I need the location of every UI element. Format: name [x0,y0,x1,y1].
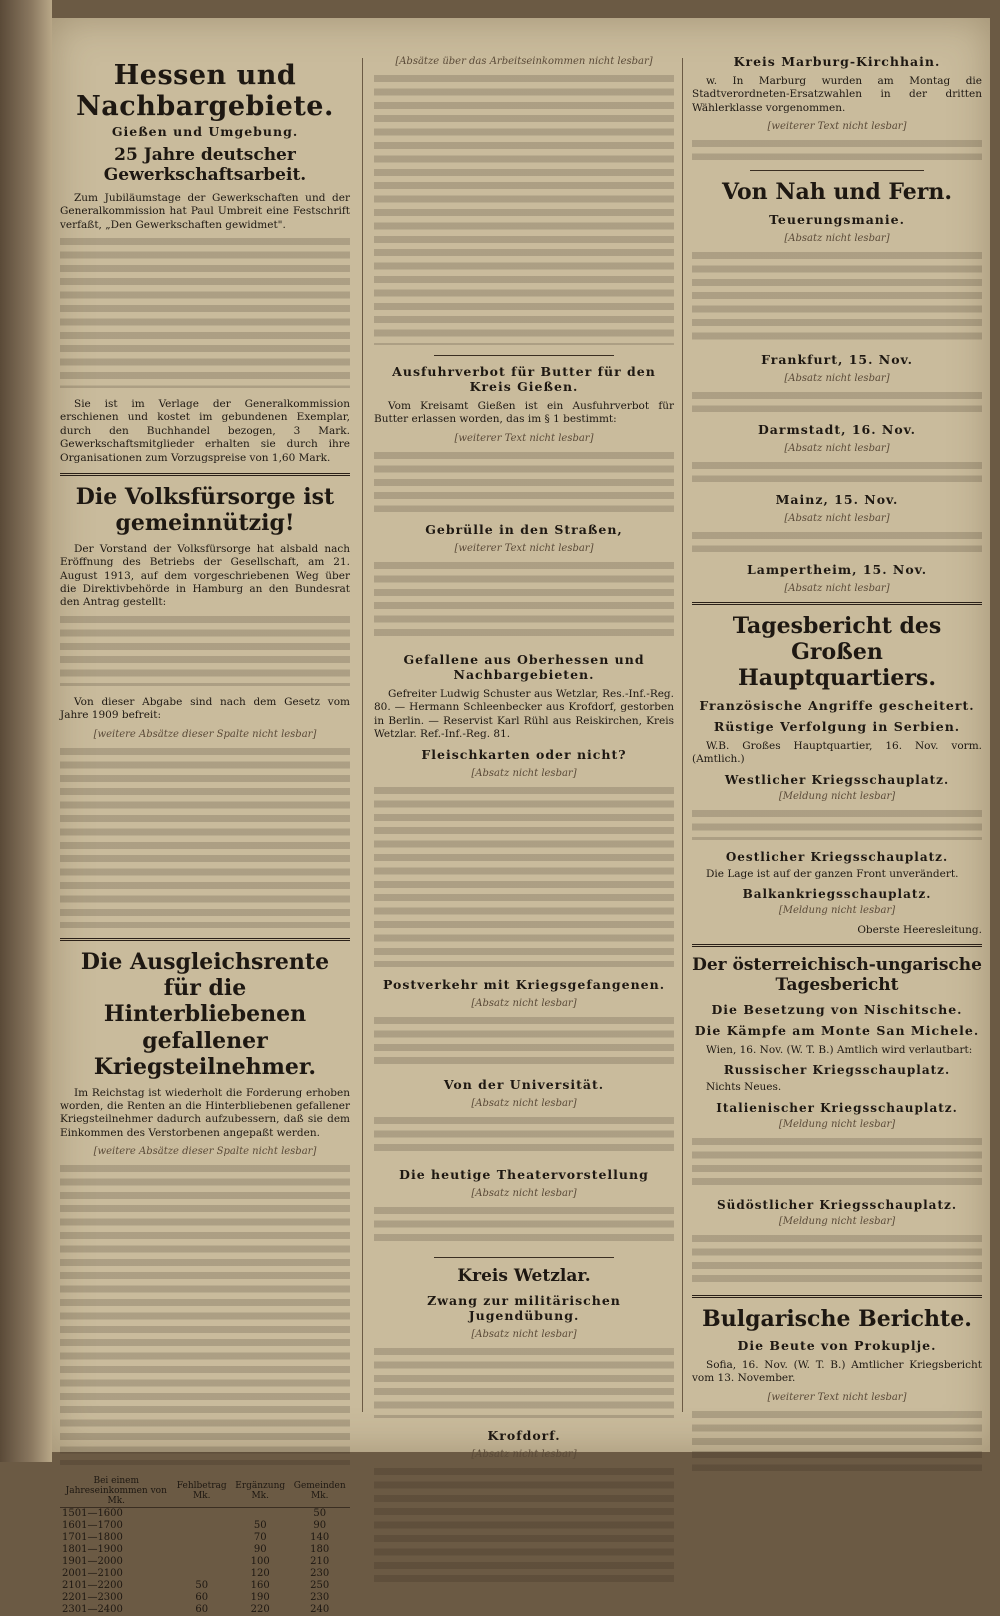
illegible-note: [Absatz nicht lesbar] [784,442,890,454]
headline-sub: Rüstige Verfolgung in Serbien. [713,718,961,734]
table-cell: 90 [253,1544,267,1556]
illegible-note: [weiterer Text nicht lesbar] [454,542,594,554]
item-heading-butter: Ausfuhrverbot für Butter für den Kreis Gießen. [392,364,656,394]
rent-table [60,1475,350,1616]
table-cell: 1601—1700 [62,1520,123,1532]
table-cell: 250 [310,1580,330,1592]
table-cell: 180 [310,1544,330,1556]
illegible-text-block [692,462,982,482]
table-cell: 1701—1800 [62,1532,123,1544]
divider [692,944,982,947]
divider [60,938,350,941]
table-cell [173,1544,231,1556]
article-paragraph: Von dieser Abgabe sind nach dem Gesetz vom Jahre 1909 befreit: [60,695,350,722]
illegible-text-block [692,532,982,552]
table-header: Gemeinden Mk. [289,1475,350,1508]
report-text: Nichts Neues. [706,1081,782,1094]
illegible-note: [weiterer Text nicht lesbar] [767,121,907,133]
theater-heading: Russischer Kriegsschauplatz. [723,1063,951,1078]
table-header: Bei einem Jahreseinkommen von Mk. [60,1475,173,1508]
item-heading-gefallene: Gefallene aus Oberhessen und Nachbargebieten. [403,651,645,682]
illegible-note: [weiterer Text nicht lesbar] [767,1391,907,1403]
table-cell: 90 [313,1520,327,1532]
illegible-note: [Absätze über das Arbeitseinkommen nicht lesbar] [395,56,653,67]
illegible-text-block [692,1235,982,1285]
binding-edge [0,0,52,1462]
item-heading-postverkehr: Postverkehr mit Kriegsgefangenen. [382,977,666,993]
illegible-text-block [374,452,674,512]
divider [60,473,350,476]
illegible-text-block [692,392,982,412]
table-cell: 120 [250,1568,270,1580]
illegible-note: [Absatz nicht lesbar] [784,232,890,244]
item-heading-lampertheim: Lampertheim, 15. Nov. [746,561,928,577]
table-cell: 140 [310,1532,330,1544]
illegible-text-block [374,1207,674,1247]
illegible-note: [Meldung nicht lesbar] [778,790,896,802]
table-row [60,1568,350,1580]
illegible-text-block [60,238,350,388]
table-row [60,1592,350,1604]
dateline: Wien, 16. Nov. (W. T. B.) Amtlich wird verlautbart: [706,1043,973,1056]
illegible-note: [weitere Absätze dieser Spalte nicht lesbar] [93,1146,317,1158]
table-cell: 210 [310,1556,330,1568]
divider [692,1295,982,1298]
article-title-volksfuersorge: Die Volksfürsorge ist gemeinnützig! [75,484,335,537]
illegible-note: [Absatz nicht lesbar] [471,1098,577,1110]
theater-heading: Südöstlicher Kriegsschauplatz. [716,1197,957,1212]
illegible-note: [weiterer Text nicht lesbar] [454,432,594,444]
table-cell: 50 [195,1580,209,1592]
article-paragraph: Im Reichstag ist wiederholt die Forderung erhoben worden, die Renten an die Hinterbliebenen gefallener Kriegsteilnehmer dadurch aufzubessern, daß sie dem Einkommen des Verstorbenen angepaßt werden. [60,1086,350,1139]
illegible-text-block [692,1138,982,1188]
section-subtitle: Gießen und Umgebung. [111,124,299,139]
table-cell: 50 [253,1520,267,1532]
illegible-note: [Absatz nicht lesbar] [471,1448,577,1460]
table-cell: 220 [250,1604,270,1616]
divider [434,1257,614,1258]
table-row [60,1544,350,1556]
illegible-text-block [374,75,674,345]
headline-tagesbericht: Tagesbericht des Großen Hauptquartiers. [732,612,942,692]
illegible-note: [Meldung nicht lesbar] [778,1118,896,1130]
table-row [60,1556,350,1568]
illegible-note: [Absatz nicht lesbar] [471,998,577,1010]
newspaper-page [52,18,990,1616]
item-heading-darmstadt: Darmstadt, 16. Nov. [757,421,917,437]
item-heading-krofdorf: Krofdorf. [487,1427,561,1443]
table-row [60,1532,350,1544]
table-cell: 100 [250,1556,270,1568]
headline-sub: Französische Angriffe gescheitert. [699,697,975,713]
headline-sub: Die Besetzung von Nischitsche. [711,1001,963,1017]
illegible-note: [Absatz nicht lesbar] [471,768,577,780]
theater-heading: Oestlicher Kriegsschauplatz. [725,849,949,864]
table-cell: 50 [313,1508,327,1520]
theater-heading: Balkankriegsschauplatz. [742,887,932,901]
table-cell: 60 [195,1592,209,1604]
table-row [60,1508,350,1521]
dateline: Sofia, 16. Nov. (W. T. B.) Amtlicher Kriegsbericht vom 13. November. [692,1358,982,1385]
illegible-note: [Meldung nicht lesbar] [778,905,896,916]
table-cell: 1901—2000 [62,1556,123,1568]
column-right [692,52,982,1422]
item-heading-fleischkarte: Fleischkarten oder nicht? [421,747,627,763]
item-heading-gebruelle: Gebrülle in den Straßen, [425,521,623,537]
section-title: Hessen und Nachbargebiete. [76,60,334,122]
illegible-text-block [374,1348,674,1418]
illegible-text-block [60,748,350,928]
illegible-text-block [374,1468,674,1588]
article-title-ausgleichsrente: Die Ausgleichsrente für die Hinterbliebenen gefallener Kriegsteilnehmer. [80,948,330,1081]
headline-bulgarisch: Bulgarische Berichte. [702,1305,972,1332]
illegible-note: [Absatz nicht lesbar] [784,512,890,524]
table-cell: 230 [310,1592,330,1604]
table-cell: 2001—2100 [62,1568,123,1580]
table-cell [173,1568,231,1580]
table-header: Ergänzung Mk. [231,1475,289,1508]
table-row [60,1580,350,1592]
table-cell: 1801—1900 [62,1544,123,1556]
headline-sub: Die Beute von Prokuplje. [737,1337,937,1353]
table-cell: 160 [250,1580,270,1592]
item-heading-mainz: Mainz, 15. Nov. [775,491,899,507]
article-title-gewerkschaft: 25 Jahre deutscher Gewerkschaftsarbeit. [103,145,307,186]
table-cell: 70 [253,1532,267,1544]
item-heading-universitaet: Von der Universität. [443,1077,605,1093]
illegible-text-block [692,810,982,840]
column-rule [682,58,683,1412]
table-header: Fehlbetrag Mk. [173,1475,231,1508]
item-heading-teuerung: Teuerungsmanie. [769,211,905,227]
illegible-note: [Absatz nicht lesbar] [471,1188,577,1200]
divider [750,170,924,171]
section-title-marburg: Kreis Marburg-Kirchhain. [733,54,941,69]
illegible-text-block [374,787,674,967]
table-cell [173,1520,231,1532]
table-cell [231,1508,289,1521]
illegible-text-block [374,1017,674,1067]
illegible-text-block [374,1117,674,1157]
dateline: W.B. Großes Hauptquartier, 16. Nov. vorm. (Amtlich.) [692,739,982,766]
illegible-text-block [374,562,674,642]
divider [434,355,614,356]
illegible-note: [Absatz nicht lesbar] [471,1328,577,1340]
table-cell: 240 [310,1604,330,1616]
report-signature: Oberste Heeresleitung. [857,924,982,936]
table-row [60,1520,350,1532]
table-cell [173,1532,231,1544]
table-row [60,1604,350,1616]
headline-oesterreich: Der österreichisch-ungarische Tagesbericht [692,955,982,996]
illegible-note: [Meldung nicht lesbar] [778,1215,896,1227]
illegible-text-block [60,616,350,686]
illegible-text-block [692,252,982,342]
section-title-nah-fern: Von Nah und Fern. [721,179,953,206]
table-cell: 190 [250,1592,270,1604]
table-cell: 1501—1600 [62,1508,123,1520]
section-title-wetzlar: Kreis Wetzlar. [457,1266,591,1287]
column-middle [374,52,674,1460]
illegible-text-block [692,1411,982,1471]
table-cell: 2201—2300 [62,1592,123,1604]
table-cell [173,1508,231,1521]
illegible-note: [weitere Absätze dieser Spalte nicht lesbar] [93,728,317,740]
article-paragraph: Vom Kreisamt Gießen ist ein Ausfuhrverbot für Butter erlassen worden, das im § 1 bestimmt: [374,400,674,426]
article-paragraph: Zum Jubiläumstage der Gewerkschaften und der Generalkommission hat Paul Umbreit eine Festschrift verfaßt, „Den Gewerkschaften gewidmet". [60,191,350,231]
article-paragraph: Der Vorstand der Volksfürsorge hat alsbald nach Eröffnung des Betriebs der Gesellschaft, am 21. August 1913, auf dem vorgeschriebenen Weg über die Direktivbehörde in Hamburg an den Bundesrat den Antrag gestellt: [60,542,350,609]
column-rule [362,58,363,1412]
table-cell: 60 [195,1604,209,1616]
divider [692,602,982,605]
illegible-note: [Absatz nicht lesbar] [784,582,890,594]
illegible-text-block [692,140,982,160]
headline-sub: Die Kämpfe am Monte San Michele. [694,1022,980,1038]
article-paragraph: Sie ist im Verlage der Generalkommission erschienen und kostet im gebundenen Exemplar, durch den Buchhandel bezogen, 3 Mark. Gewerkschaftsmitglieder erhalten sie durch ihre Organisationen zum Vorzugspreise von 1,60 Mark. [60,398,350,464]
table-cell: 2101—2200 [62,1580,123,1592]
item-heading-theater: Die heutige Theatervorstellung [399,1167,649,1183]
item-heading-jugenduebung: Zwang zur militärischen Jugendübung. [427,1292,621,1323]
table-cell: 230 [310,1568,330,1580]
report-text: Die Lage ist auf der ganzen Front unverändert. [706,867,959,880]
article-paragraph: w. In Marburg wurden am Montag die Stadtverordneten-Ersatzwahlen in der dritten Wählerklasse vorgenommen. [692,75,982,114]
column-left [60,52,350,1616]
table-cell: 2301—2400 [62,1604,123,1616]
theater-heading: Italienischer Kriegsschauplatz. [716,1100,958,1115]
table-cell [173,1556,231,1568]
illegible-note: [Absatz nicht lesbar] [784,372,890,384]
casualty-list: Gefreiter Ludwig Schuster aus Wetzlar, Res.-Inf.-Reg. 80. — Hermann Schleenbecker aus Krofdorf, gestorben in Berlin. — Reservist Karl Rühl aus Reiskirchen, Kreis Wetzlar. Ref.-Inf.-Reg. 81. [374,687,674,741]
illegible-text-block [60,1165,350,1465]
theater-heading: Westlicher Kriegsschauplatz. [724,772,950,787]
item-heading-frankfurt: Frankfurt, 15. Nov. [761,351,913,367]
